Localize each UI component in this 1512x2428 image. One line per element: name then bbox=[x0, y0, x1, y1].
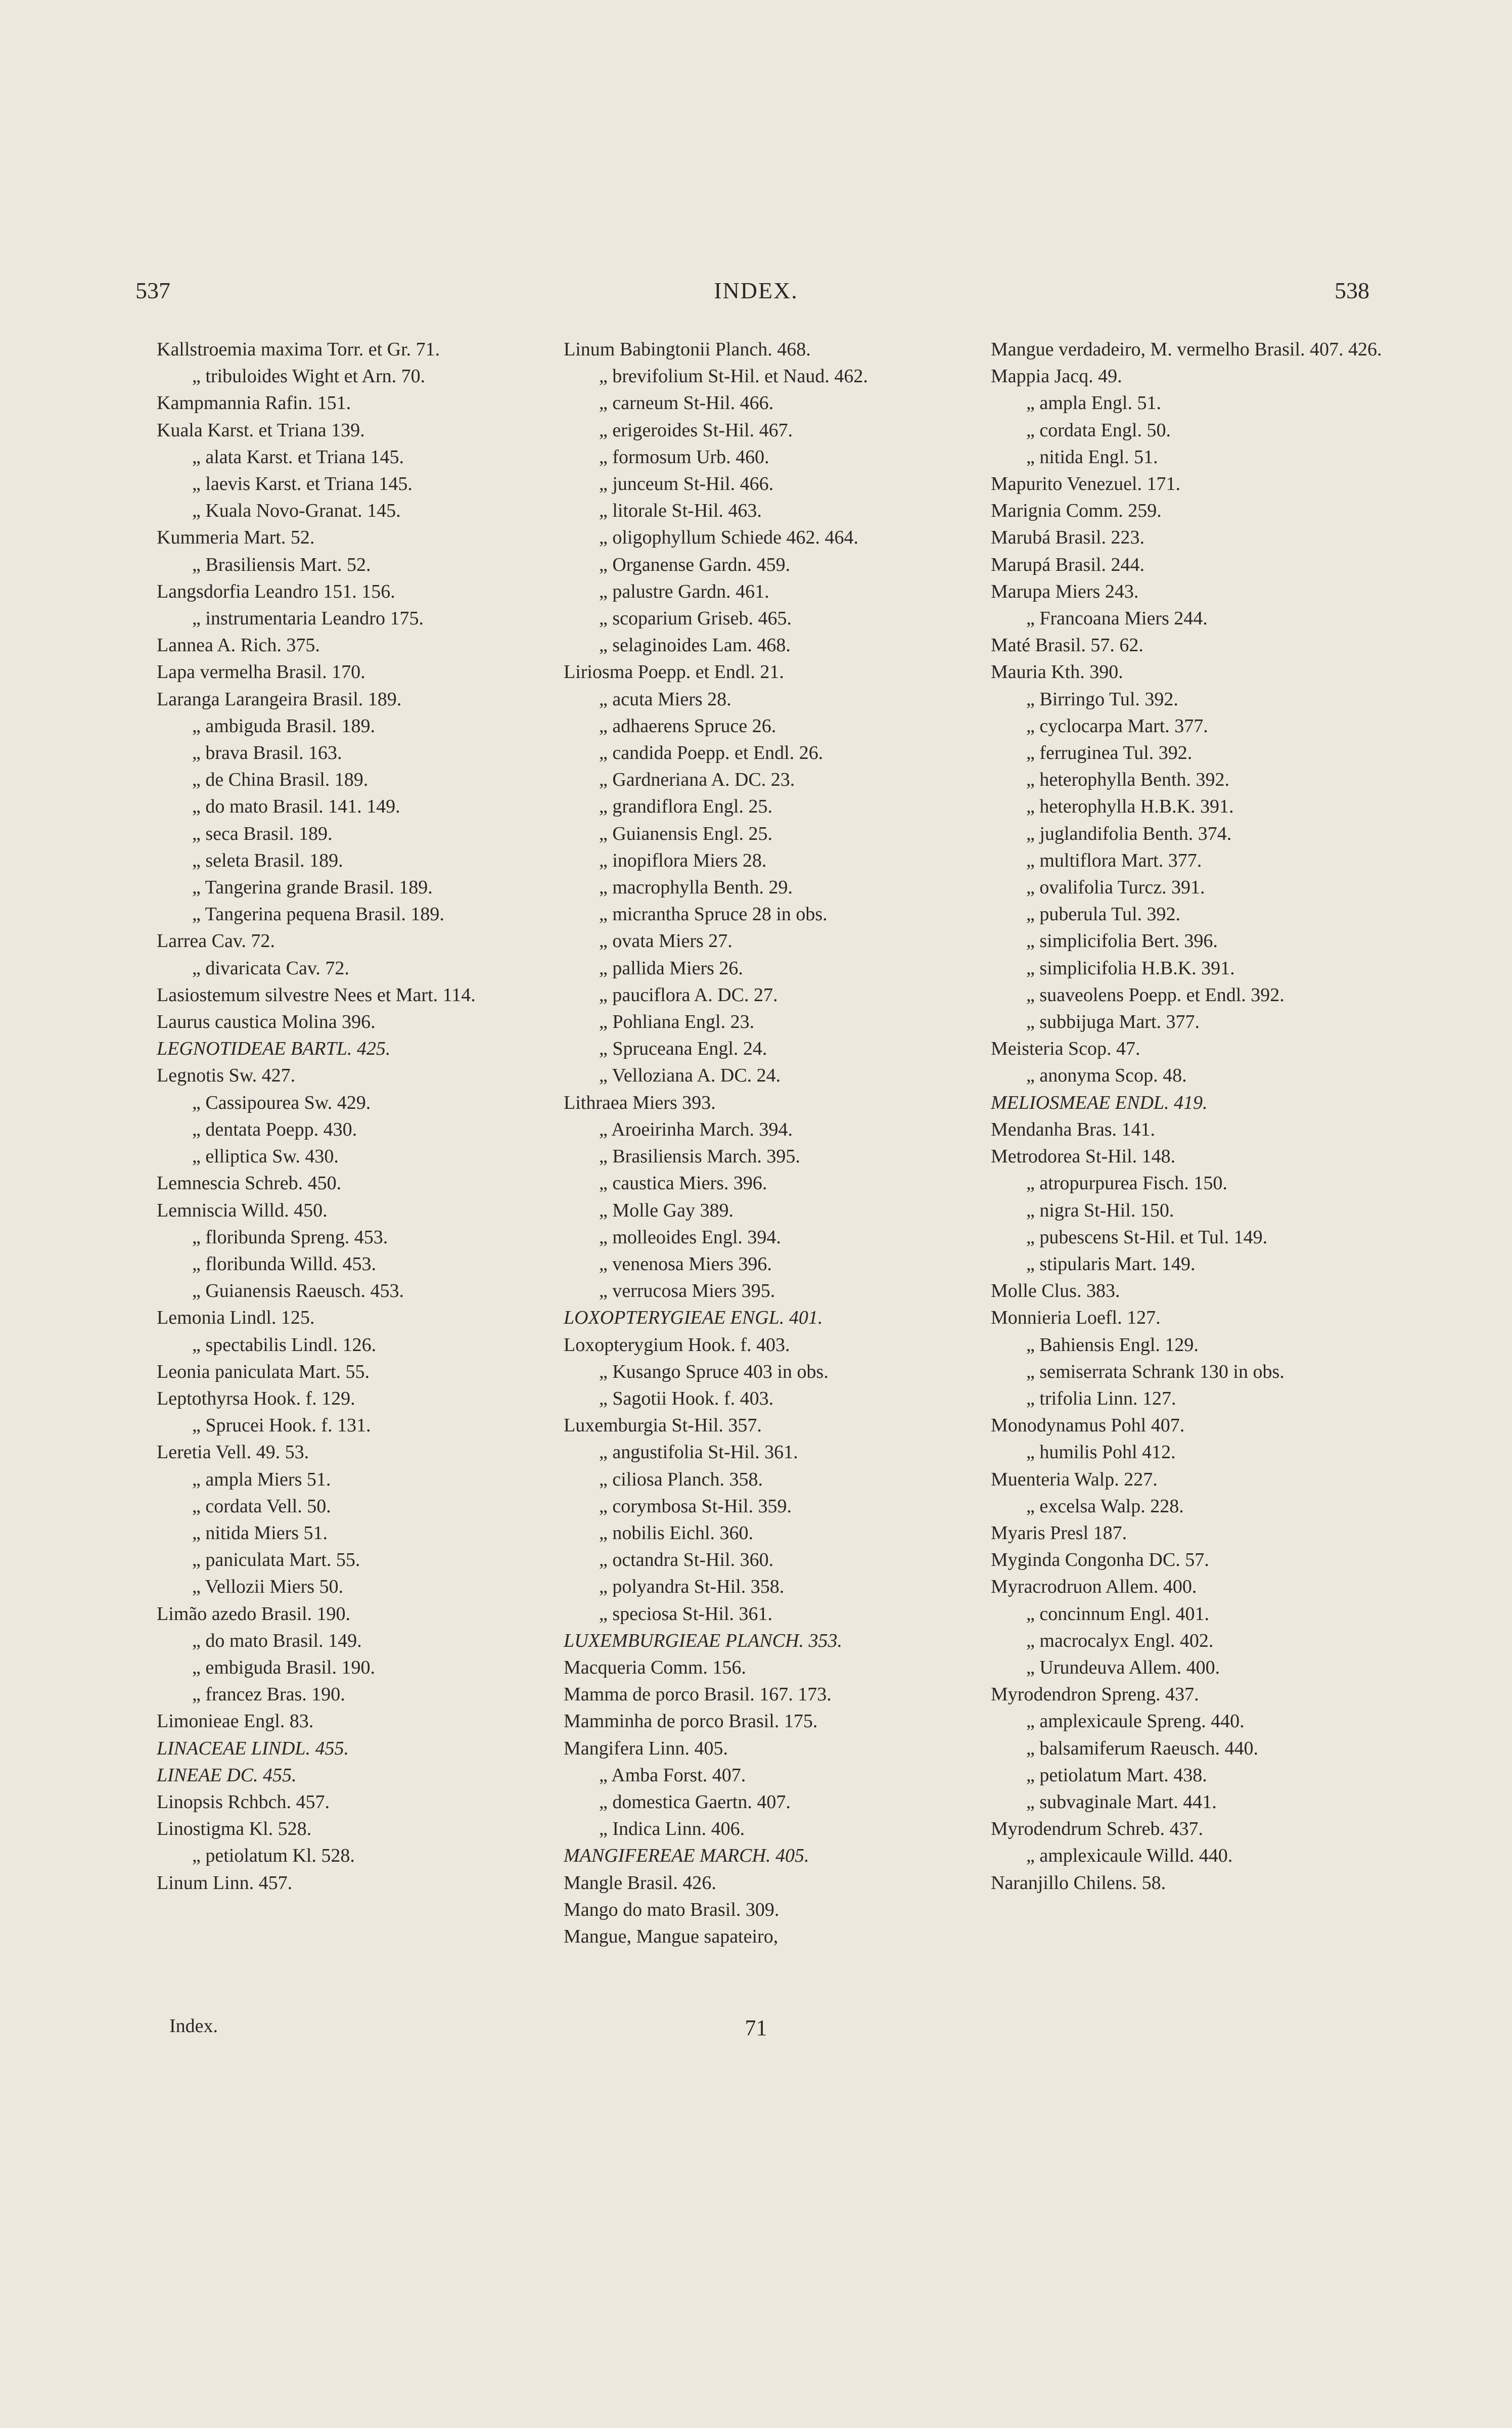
index-subentry: „ instrumentaria Leandro 175. bbox=[192, 608, 424, 630]
index-subentry: „ Birringo Tul. 392. bbox=[1026, 688, 1178, 710]
index-subentry: „ cyclocarpa Mart. 377. bbox=[1026, 715, 1208, 737]
index-entry: Mauria Kth. 390. bbox=[991, 661, 1123, 683]
index-entry: Langsdorfia Leandro 151. 156. bbox=[157, 580, 395, 602]
right-page-number: 538 bbox=[1335, 278, 1369, 303]
index-subentry: „ candida Poepp. et Endl. 26. bbox=[599, 742, 823, 764]
index-entry: Linopsis Rchbch. 457. bbox=[157, 1791, 330, 1813]
index-entry: Lemonia Lindl. 125. bbox=[157, 1307, 315, 1329]
index-subentry: „ micrantha Spruce 28 in obs. bbox=[599, 904, 828, 925]
index-entry: Lithraea Miers 393. bbox=[564, 1092, 716, 1113]
index-subentry: „ floribunda Spreng. 453. bbox=[192, 1226, 388, 1248]
index-subentry: „ petiolatum Kl. 528. bbox=[192, 1845, 355, 1867]
footer-page-number: 71 bbox=[745, 2015, 767, 2040]
index-subentry: „ floribunda Willd. 453. bbox=[192, 1253, 376, 1275]
page-title: INDEX. bbox=[714, 278, 798, 303]
index-entry: MELIOSMEAE ENDL. 419. bbox=[991, 1092, 1208, 1113]
index-entry: MANGIFEREAE MARCH. 405. bbox=[564, 1845, 809, 1867]
index-entry: Luxemburgia St-Hil. 357. bbox=[564, 1415, 762, 1436]
index-entry: LUXEMBURGIEAE PLANCH. 353. bbox=[564, 1630, 842, 1651]
index-subentry: „ francez Bras. 190. bbox=[192, 1684, 345, 1705]
index-entry: Meisteria Scop. 47. bbox=[991, 1038, 1140, 1060]
index-subentry: „ octandra St-Hil. 360. bbox=[599, 1549, 774, 1571]
index-subentry: „ Molle Gay 389. bbox=[599, 1199, 734, 1221]
index-subentry: „ balsamiferum Raeusch. 440. bbox=[1026, 1737, 1259, 1759]
index-entry: Mamminha de porco Brasil. 175. bbox=[564, 1711, 818, 1732]
index-entry: Mangue verdadeiro, M. vermelho Brasil. 407. 426. bbox=[991, 339, 1382, 360]
index-subentry: „ seca Brasil. 189. bbox=[192, 823, 333, 844]
index-subentry: „ heterophylla Benth. 392. bbox=[1026, 769, 1230, 791]
footer-label: Index. bbox=[169, 2015, 218, 2037]
index-entry: Limonieae Engl. 83. bbox=[157, 1711, 314, 1732]
index-subentry: „ semiserrata Schrank 130 in obs. bbox=[1026, 1361, 1285, 1382]
index-subentry: „ petiolatum Mart. 438. bbox=[1026, 1764, 1207, 1786]
index-entry: Mamma de porco Brasil. 167. 173. bbox=[564, 1684, 832, 1705]
index-entry: Mappia Jacq. 49. bbox=[991, 366, 1122, 387]
index-entry: Marignia Comm. 259. bbox=[991, 500, 1162, 522]
index-entry: Laranga Larangeira Brasil. 189. bbox=[157, 688, 402, 710]
index-subentry: „ pauciflora A. DC. 27. bbox=[599, 984, 778, 1006]
index-subentry: „ juglandifolia Benth. 374. bbox=[1026, 823, 1232, 844]
index-entry: Kallstroemia maxima Torr. et Gr. 71. bbox=[157, 339, 440, 360]
index-entry: Naranjillo Chilens. 58. bbox=[991, 1872, 1166, 1894]
index-entry: Mangue, Mangue sapateiro, bbox=[564, 1925, 778, 1947]
index-subentry: „ dentata Poepp. 430. bbox=[192, 1118, 357, 1140]
index-subentry: „ macrocalyx Engl. 402. bbox=[1026, 1630, 1214, 1651]
index-entry: Leonia paniculata Mart. 55. bbox=[157, 1361, 370, 1382]
index-subentry: „ heterophylla H.B.K. 391. bbox=[1026, 796, 1234, 818]
index-subentry: „ adhaerens Spruce 26. bbox=[599, 715, 776, 737]
index-subentry: „ subvaginale Mart. 441. bbox=[1026, 1791, 1217, 1813]
index-subentry: „ pallida Miers 26. bbox=[599, 957, 743, 979]
index-subentry: „ angustifolia St-Hil. 361. bbox=[599, 1442, 798, 1463]
index-subentry: „ molleoides Engl. 394. bbox=[599, 1226, 781, 1248]
index-subentry: „ excelsa Walp. 228. bbox=[1026, 1495, 1184, 1517]
index-subentry: „ ampla Engl. 51. bbox=[1026, 392, 1161, 414]
index-subentry: „ do mato Brasil. 141. 149. bbox=[192, 796, 400, 818]
index-entry: Lasiostemum silvestre Nees et Mart. 114. bbox=[157, 984, 476, 1006]
index-subentry: „ paniculata Mart. 55. bbox=[192, 1549, 360, 1571]
index-subentry: „ Gardneriana A. DC. 23. bbox=[599, 769, 795, 791]
index-subentry: „ ovata Miers 27. bbox=[599, 930, 732, 952]
index-subentry: „ Sprucei Hook. f. 131. bbox=[192, 1415, 371, 1436]
index-entry: Macqueria Comm. 156. bbox=[564, 1656, 746, 1678]
index-subentry: „ puberula Tul. 392. bbox=[1026, 904, 1181, 925]
index-subentry: „ Francoana Miers 244. bbox=[1026, 608, 1208, 630]
index-subentry: „ de China Brasil. 189. bbox=[192, 769, 369, 791]
index-subentry: „ carneum St-Hil. 466. bbox=[599, 392, 774, 414]
index-subentry: „ Cassipourea Sw. 429. bbox=[192, 1092, 371, 1113]
index-entry: Myrodendrum Schreb. 437. bbox=[991, 1818, 1204, 1840]
index-entry: Leptothyrsa Hook. f. 129. bbox=[157, 1387, 355, 1409]
index-subentry: „ cordata Engl. 50. bbox=[1026, 419, 1171, 441]
index-subentry: „ pubescens St-Hil. et Tul. 149. bbox=[1026, 1226, 1268, 1248]
index-subentry: „ Kusango Spruce 403 in obs. bbox=[599, 1361, 829, 1382]
index-subentry: „ Guianensis Engl. 25. bbox=[599, 823, 773, 844]
index-subentry: „ humilis Pohl 412. bbox=[1026, 1442, 1176, 1463]
index-subentry: „ brevifolium St-Hil. et Naud. 462. bbox=[599, 366, 868, 387]
index-subentry: „ macrophylla Benth. 29. bbox=[599, 877, 793, 898]
index-subentry: „ Tangerina grande Brasil. 189. bbox=[192, 877, 433, 898]
index-subentry: „ simplicifolia Bert. 396. bbox=[1026, 930, 1218, 952]
index-subentry: „ suaveolens Poepp. et Endl. 392. bbox=[1026, 984, 1285, 1006]
index-subentry: „ Pohliana Engl. 23. bbox=[599, 1011, 755, 1033]
index-subentry: „ Aroeirinha March. 394. bbox=[599, 1118, 793, 1140]
index-subentry: „ speciosa St-Hil. 361. bbox=[599, 1603, 773, 1625]
index-subentry: „ corymbosa St-Hil. 359. bbox=[599, 1495, 792, 1517]
index-entry: LINEAE DC. 455. bbox=[157, 1764, 297, 1786]
index-subentry: „ nigra St-Hil. 150. bbox=[1026, 1199, 1174, 1221]
index-subentry: „ Organense Gardn. 459. bbox=[599, 554, 791, 575]
index-subentry: „ Spruceana Engl. 24. bbox=[599, 1038, 767, 1060]
index-entry: Myracrodruon Allem. 400. bbox=[991, 1576, 1197, 1598]
index-entry: Mapurito Venezuel. 171. bbox=[991, 473, 1180, 495]
index-entry: Myginda Congonha DC. 57. bbox=[991, 1549, 1209, 1571]
index-subentry: „ amplexicaule Willd. 440. bbox=[1026, 1845, 1233, 1867]
index-subentry: „ alata Karst. et Triana 145. bbox=[192, 446, 404, 468]
index-entry: Linum Babingtonii Planch. 468. bbox=[564, 339, 811, 360]
index-subentry: „ palustre Gardn. 461. bbox=[599, 580, 769, 602]
index-entry: Linostigma Kl. 528. bbox=[157, 1818, 312, 1840]
index-subentry: „ acuta Miers 28. bbox=[599, 688, 731, 710]
index-subentry: „ Brasiliensis March. 395. bbox=[599, 1146, 800, 1167]
index-entry: Marupá Brasil. 244. bbox=[991, 554, 1144, 575]
index-entry: Laurus caustica Molina 396. bbox=[157, 1011, 376, 1033]
page-footer bbox=[0, 2015, 1512, 2045]
index-subentry: „ divaricata Cav. 72. bbox=[192, 957, 349, 979]
index-subentry: „ cordata Vell. 50. bbox=[192, 1495, 331, 1517]
index-entry: LEGNOTIDEAE BARTL. 425. bbox=[157, 1038, 391, 1060]
index-subentry: „ embiguda Brasil. 190. bbox=[192, 1656, 375, 1678]
index-subentry: „ Brasiliensis Mart. 52. bbox=[192, 554, 371, 575]
index-subentry: „ formosum Urb. 460. bbox=[599, 446, 769, 468]
index-subentry: „ Bahiensis Engl. 129. bbox=[1026, 1334, 1199, 1356]
index-subentry: „ litorale St-Hil. 463. bbox=[599, 500, 762, 522]
index-column-2 bbox=[564, 336, 968, 1950]
index-subentry: „ simplicifolia H.B.K. 391. bbox=[1026, 957, 1235, 979]
index-subentry: „ ambiguda Brasil. 189. bbox=[192, 715, 375, 737]
index-subentry: „ spectabilis Lindl. 126. bbox=[192, 1334, 377, 1356]
index-entry: Marubá Brasil. 223. bbox=[991, 527, 1144, 549]
index-entry: Mangifera Linn. 405. bbox=[564, 1737, 728, 1759]
index-subentry: „ Sagotii Hook. f. 403. bbox=[599, 1387, 774, 1409]
index-entry: Mangle Brasil. 426. bbox=[564, 1872, 716, 1894]
index-subentry: „ ciliosa Planch. 358. bbox=[599, 1468, 763, 1490]
index-entry: LINACEAE LINDL. 455. bbox=[157, 1737, 349, 1759]
index-entry: Limão azedo Brasil. 190. bbox=[157, 1603, 351, 1625]
index-entry: Lannea A. Rich. 375. bbox=[157, 635, 320, 656]
index-entry: Maté Brasil. 57. 62. bbox=[991, 635, 1143, 656]
index-subentry: „ venenosa Miers 396. bbox=[599, 1253, 772, 1275]
index-subentry: „ polyandra St-Hil. 358. bbox=[599, 1576, 785, 1598]
index-subentry: „ Indica Linn. 406. bbox=[599, 1818, 745, 1840]
index-subentry: „ ampla Miers 51. bbox=[192, 1468, 331, 1490]
index-subentry: „ multiflora Mart. 377. bbox=[1026, 849, 1202, 871]
index-subentry: „ verrucosa Miers 395. bbox=[599, 1280, 775, 1302]
index-subentry: „ Amba Forst. 407. bbox=[599, 1764, 746, 1786]
index-subentry: „ nitida Miers 51. bbox=[192, 1522, 328, 1544]
index-subentry: „ elliptica Sw. 430. bbox=[192, 1146, 339, 1167]
index-subentry: „ inopiflora Miers 28. bbox=[599, 849, 767, 871]
index-entry: Lemnescia Schreb. 450. bbox=[157, 1173, 342, 1194]
index-entry: Marupa Miers 243. bbox=[991, 580, 1139, 602]
index-entry: Liriosma Poepp. et Endl. 21. bbox=[564, 661, 784, 683]
index-column-3 bbox=[991, 336, 1395, 1897]
index-entry: Larrea Cav. 72. bbox=[157, 930, 275, 952]
index-subentry: „ Guianensis Raeusch. 453. bbox=[192, 1280, 404, 1302]
index-subentry: „ domestica Gaertn. 407. bbox=[599, 1791, 791, 1813]
index-subentry: „ Kuala Novo-Granat. 145. bbox=[192, 500, 401, 522]
index-subentry: „ brava Brasil. 163. bbox=[192, 742, 342, 764]
index-subentry: „ laevis Karst. et Triana 145. bbox=[192, 473, 413, 495]
index-subentry: „ selaginoides Lam. 468. bbox=[599, 635, 791, 656]
index-entry: LOXOPTERYGIEAE ENGL. 401. bbox=[564, 1307, 823, 1329]
index-subentry: „ subbijuga Mart. 377. bbox=[1026, 1011, 1200, 1033]
index-entry: Kummeria Mart. 52. bbox=[157, 527, 315, 549]
index-entry: Linum Linn. 457. bbox=[157, 1872, 293, 1894]
index-entry: Monodynamus Pohl 407. bbox=[991, 1415, 1185, 1436]
index-entry: Leretia Vell. 49. 53. bbox=[157, 1442, 309, 1463]
index-subentry: „ ovalifolia Turcz. 391. bbox=[1026, 877, 1205, 898]
index-entry: Mendanha Bras. 141. bbox=[991, 1118, 1156, 1140]
index-subentry: „ Urundeuva Allem. 400. bbox=[1026, 1656, 1220, 1678]
index-subentry: „ nobilis Eichl. 360. bbox=[599, 1522, 754, 1544]
index-entry: Kampmannia Rafin. 151. bbox=[157, 392, 351, 414]
index-entry: Molle Clus. 383. bbox=[991, 1280, 1120, 1302]
index-subentry: „ caustica Miers. 396. bbox=[599, 1173, 767, 1194]
index-subentry: „ do mato Brasil. 149. bbox=[192, 1630, 362, 1651]
index-subentry: „ trifolia Linn. 127. bbox=[1026, 1387, 1176, 1409]
page-header bbox=[0, 277, 1512, 318]
index-entry: Monnieria Loefl. 127. bbox=[991, 1307, 1161, 1329]
index-entry: Legnotis Sw. 427. bbox=[157, 1065, 296, 1087]
index-subentry: „ ferruginea Tul. 392. bbox=[1026, 742, 1193, 764]
index-entry: Metrodorea St-Hil. 148. bbox=[991, 1146, 1176, 1167]
index-subentry: „ stipularis Mart. 149. bbox=[1026, 1253, 1196, 1275]
index-entry: Kuala Karst. et Triana 139. bbox=[157, 419, 365, 441]
index-entry: Muenteria Walp. 227. bbox=[991, 1468, 1158, 1490]
index-subentry: „ seleta Brasil. 189. bbox=[192, 849, 343, 871]
index-entry: Mango do mato Brasil. 309. bbox=[564, 1899, 780, 1920]
index-subentry: „ amplexicaule Spreng. 440. bbox=[1026, 1711, 1245, 1732]
index-subentry: „ tribuloides Wight et Arn. 70. bbox=[192, 366, 426, 387]
index-subentry: „ anonyma Scop. 48. bbox=[1026, 1065, 1187, 1087]
index-entry: Lapa vermelha Brasil. 170. bbox=[157, 661, 365, 683]
index-subentry: „ nitida Engl. 51. bbox=[1026, 446, 1158, 468]
index-subentry: „ scoparium Griseb. 465. bbox=[599, 608, 792, 630]
index-subentry: „ concinnum Engl. 401. bbox=[1026, 1603, 1209, 1625]
index-subentry: „ Velloziana A. DC. 24. bbox=[599, 1065, 781, 1087]
index-subentry: „ grandiflora Engl. 25. bbox=[599, 796, 772, 818]
index-subentry: „ erigeroides St-Hil. 467. bbox=[599, 419, 793, 441]
index-entry: Myaris Presl 187. bbox=[991, 1522, 1127, 1544]
index-entry: Myrodendron Spreng. 437. bbox=[991, 1684, 1199, 1705]
index-subentry: „ Vellozii Miers 50. bbox=[192, 1576, 344, 1598]
index-entry: Loxopterygium Hook. f. 403. bbox=[564, 1334, 790, 1356]
left-page-number: 537 bbox=[135, 278, 170, 303]
index-subentry: „ Tangerina pequena Brasil. 189. bbox=[192, 904, 444, 925]
index-subentry: „ atropurpurea Fisch. 150. bbox=[1026, 1173, 1227, 1194]
index-entry: Lemniscia Willd. 450. bbox=[157, 1199, 328, 1221]
index-subentry: „ junceum St-Hil. 466. bbox=[599, 473, 774, 495]
index-column-1 bbox=[157, 336, 561, 1897]
index-subentry: „ oligophyllum Schiede 462. 464. bbox=[599, 527, 858, 549]
